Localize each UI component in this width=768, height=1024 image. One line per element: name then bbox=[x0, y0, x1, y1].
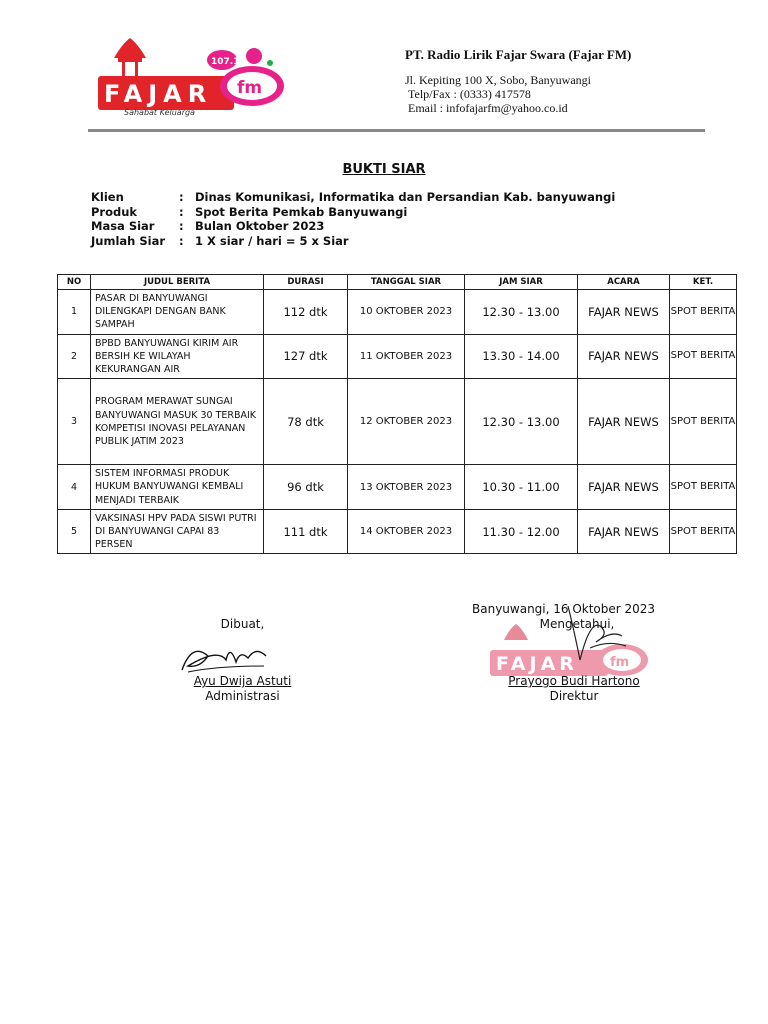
cell-judul: PASAR DI BANYUWANGI DILENGKAPI DENGAN BANK SAMPAH bbox=[91, 290, 264, 335]
handwritten-signature-left bbox=[178, 636, 270, 678]
cell-ket: SPOT BERITA bbox=[670, 334, 737, 379]
cell-no: 1 bbox=[58, 290, 91, 335]
header-tanggal: TANGGAL SIAR bbox=[348, 275, 465, 290]
cell-judul: SISTEM INFORMASI PRODUK HUKUM BANYUWANGI KEMBALI MENJADI TERBAIK bbox=[91, 465, 264, 510]
cell-acara: FAJAR NEWS bbox=[578, 334, 670, 379]
cell-no: 2 bbox=[58, 334, 91, 379]
header-acara: ACARA bbox=[578, 275, 670, 290]
place-date: Banyuwangi, 16 Oktober 2023 bbox=[472, 602, 656, 616]
meta-row-produk: Produk : Spot Berita Pemkab Banyuwangi bbox=[91, 204, 408, 219]
company-address: Jl. Kepiting 100 X, Sobo, Banyuwangi bbox=[405, 73, 591, 87]
cell-judul: BPBD BANYUWANGI KIRIM AIR BERSIH KE WILAYAH KEKURANGAN AIR bbox=[91, 334, 264, 379]
header-divider bbox=[88, 129, 705, 132]
cell-tanggal: 10 OKTOBER 2023 bbox=[348, 290, 465, 335]
table-header-row bbox=[58, 275, 737, 290]
cell-no: 5 bbox=[58, 509, 91, 554]
cell-tanggal: 13 OKTOBER 2023 bbox=[348, 465, 465, 510]
header-durasi: DURASI bbox=[264, 275, 348, 290]
meta-row-masa-siar: Masa Siar : Bulan Oktober 2023 bbox=[91, 219, 325, 233]
meta-value: 1 X siar / hari = 5 x Siar bbox=[195, 233, 349, 248]
cell-durasi: 127 dtk bbox=[264, 334, 348, 379]
meta-label: Klien bbox=[91, 190, 124, 204]
cell-durasi: 111 dtk bbox=[264, 509, 348, 554]
signature-left-caption: Dibuat, bbox=[220, 617, 265, 631]
cell-judul: PROGRAM MERAWAT SUNGAI BANYUWANGI MASUK 30 TERBAIK KOMPETISI INOVASI PELAYANAN PUBLIK JATIM 2023 bbox=[91, 379, 264, 465]
table-row bbox=[58, 290, 737, 335]
cell-tanggal: 11 OKTOBER 2023 bbox=[348, 334, 465, 379]
cell-durasi: 112 dtk bbox=[264, 290, 348, 335]
svg-text:fm: fm bbox=[237, 78, 263, 98]
fajar-fm-logo bbox=[92, 36, 292, 118]
table-row bbox=[58, 334, 737, 379]
cell-no: 3 bbox=[58, 379, 91, 465]
company-name: PT. Radio Lirik Fajar Swara (Fajar FM) bbox=[405, 47, 632, 62]
company-telfax: Telp/Fax : (0333) 417578 bbox=[408, 87, 531, 101]
cell-ket: SPOT BERITA bbox=[670, 379, 737, 465]
broadcast-table bbox=[57, 274, 737, 554]
cell-ket: SPOT BERITA bbox=[670, 509, 737, 554]
header-no: NO bbox=[58, 275, 91, 290]
cell-tanggal: 12 OKTOBER 2023 bbox=[348, 379, 465, 465]
document-title: BUKTI SIAR bbox=[342, 162, 426, 177]
meta-info bbox=[91, 190, 615, 248]
meta-value: Spot Berita Pemkab Banyuwangi bbox=[195, 204, 408, 219]
company-header bbox=[405, 47, 631, 115]
cell-ket: SPOT BERITA bbox=[670, 290, 737, 335]
cell-acara: FAJAR NEWS bbox=[578, 290, 670, 335]
cell-jam: 10.30 - 11.00 bbox=[465, 465, 578, 510]
signature-right-name: Prayogo Budi Hartono bbox=[508, 674, 640, 688]
meta-label: Jumlah Siar bbox=[91, 233, 165, 248]
header-jam: JAM SIAR bbox=[465, 275, 578, 290]
cell-durasi: 78 dtk bbox=[264, 379, 348, 465]
cell-jam: 12.30 - 13.00 bbox=[465, 379, 578, 465]
table-row bbox=[58, 379, 737, 465]
svg-text:107.1: 107.1 bbox=[211, 57, 240, 67]
svg-text:Sahabat Keluarga: Sahabat Keluarga bbox=[124, 108, 195, 117]
svg-text:fm: fm bbox=[610, 655, 630, 670]
meta-value: Bulan Oktober 2023 bbox=[195, 219, 325, 233]
table-row bbox=[58, 465, 737, 510]
cell-tanggal: 14 OKTOBER 2023 bbox=[348, 509, 465, 554]
cell-acara: FAJAR NEWS bbox=[578, 465, 670, 510]
signature-left-role: Administrasi bbox=[205, 689, 280, 703]
cell-durasi: 96 dtk bbox=[264, 465, 348, 510]
cell-acara: FAJAR NEWS bbox=[578, 379, 670, 465]
cell-judul: VAKSINASI HPV PADA SISWI PUTRI DI BANYUWANGI CAPAI 83 PERSEN bbox=[91, 509, 264, 554]
cell-jam: 12.30 - 13.00 bbox=[465, 290, 578, 335]
signature-right-caption: Mengetahui, bbox=[539, 617, 615, 631]
signature-left-name: Ayu Dwija Astuti bbox=[193, 674, 292, 688]
header-ket: KET. bbox=[670, 275, 737, 290]
meta-row-jumlah-siar: Jumlah Siar : 1 X siar / hari = 5 x Siar bbox=[91, 233, 349, 248]
cell-no: 4 bbox=[58, 465, 91, 510]
handwritten-signature-right bbox=[560, 600, 630, 672]
cell-acara: FAJAR NEWS bbox=[578, 509, 670, 554]
cell-ket: SPOT BERITA bbox=[670, 465, 737, 510]
svg-text:FAJAR: FAJAR bbox=[104, 80, 213, 108]
meta-label: Masa Siar bbox=[91, 219, 155, 233]
cell-jam: 13.30 - 14.00 bbox=[465, 334, 578, 379]
meta-label: Produk bbox=[91, 204, 138, 219]
header-judul: JUDUL BERITA bbox=[91, 275, 264, 290]
company-email: Email : infofajarfm@yahoo.co.id bbox=[408, 101, 568, 115]
svg-text:FAJAR: FAJAR bbox=[496, 653, 578, 675]
signature-right-role: Direktur bbox=[549, 689, 599, 703]
meta-value: Dinas Komunikasi, Informatika dan Persandian Kab. banyuwangi bbox=[195, 190, 616, 204]
cell-jam: 11.30 - 12.00 bbox=[465, 509, 578, 554]
meta-row-klien: Klien : Dinas Komunikasi, Informatika dan Persandian Kab. banyuwangi bbox=[91, 190, 616, 204]
table-row bbox=[58, 509, 737, 554]
